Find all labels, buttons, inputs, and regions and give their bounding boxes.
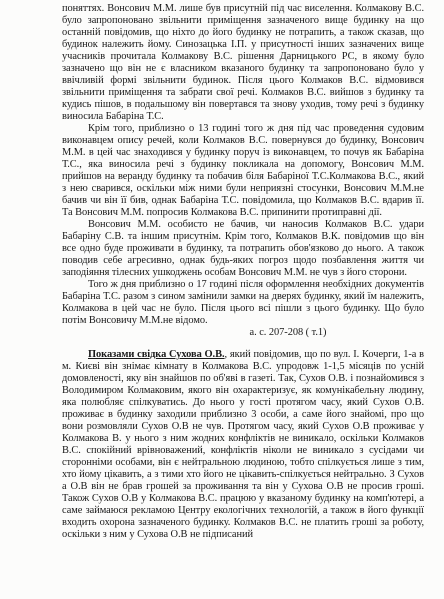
case-reference: а. с. 207-208 ( т.1) xyxy=(249,327,327,338)
paragraph-1: поняттях. Вонсович М.М. лише був присутній під час виселення. Колмакову В.С. було запропоновано звільнити приміщення зазначеного вище будинку на що останній повідомив, що ніхто до його будинку не потрапить, а також сказав, що будинок належить йому. Синозацька І.П. у присутності інших зазначених вище учасників прочитала Колмакову В.С. рішення Дарницького РС, в якому було зазначено що він не є власником вказаного будинку та запропоновано було у ввічливій формі звільнити будинок. Після цього Колмаков В.С. відмовився звільнити приміщення та забрати свої речі. Колмаков В.С. вийшов з будинку та кудись пішов, в подальшому він повертався та знову уходив, тому речі з будинку виносила Бабаріна Т.С. xyxy=(62,3,424,122)
testimony-heading: Показами свідка Сухова О.В. xyxy=(88,349,225,360)
document-body xyxy=(62,3,424,541)
testimony-paragraph xyxy=(62,349,424,541)
testimony-text: , який повідомив, що по вул. І. Кочерги, 1-а в м. Києві він знімає кімнату в Колмакова В.С. упродовж 1-1,5 місяців по усній домовленості, яку він знайшов по об'яві в газеті. Так, Сухов О.В. і познайомився з Володимиром Колмаковим, якого він охарактеризує, як комунікабельну людину, яка полюбляє спілкуватись. До нього у гості протягом часу, який Сухов О.В. проживає в будинку заходили приблизно 3 особи, а саме його знайомі, про що вони розмовляли Сухов О.В не чув. Протягом часу, який Сухов О.В проживає у Колмакова В. у нього з ним жодних конфліктів не виникало, оскільки Колмаков В.С. спокійний врівноважений, конфліктів ніколи не виникало з сусідами чи сторонніми особами, він є нейтральною людиною, тобто спілкується лише з тим, хто йому цікавить, а з тими хто його не цікавить-спілкується нейтрально. З Сухов а О.В він не брав грошей за проживання та він у Сухова О.В не просив гроші. Також Сухов О.В у Колмакова В.С. працюю у вказаному будинку на комп'ютері, а саме займаюся рекламою Центру екологічних технологій, а також в його функції входить охорона зазначеного будинку. Колмаков В.С. не платить гроші за роботу, оскільки з ним у Сухова О.В не підписаний xyxy=(62,349,425,540)
paragraph-3: Вонсович М.М. особисто не бачив, чи наносив Колмаков В.С. удари Бабаріну С.В. та іншим присутнім. Крім того, Колмаков В.К. повідомив що він все одно буде проживати в будинку, та потрапить обов'язково до нього. А також поводив себе агресивно, однак будь-яких погроз щодо позбавлення життя чи заподіяння тілесних ушкоджень особам Вонсович М.М. не чув з його сторони. xyxy=(62,219,424,278)
paragraph-2: Крім того, приблизно о 13 годині того ж дня під час проведення судовим виконавцем опису речей, коли Колмаков В.С. повернувся до будинку, Вонсович М.М. в цей час знаходився у будинку поруч із виконавцем, то почув як Бабаріна Т.С., яка виносила речі з будинку покликала на допомогу, Вонсович М.М. прийшов на веранду будинку та побачив біля Бабаріної Т.С.Колмакова В.С., який з нею сварився, оскільки між ними були неприязні стосунки, Вонсович М.М.не бачив чи він її бив, однак Бабаріна Т.С. повідомила, що Колмаков В.С. вдарив її. Та Вонсович М.М. попросив Колмакова В.С. припинити протиправні дії. xyxy=(62,123,424,218)
paragraph-4: Того ж дня приблизно о 17 годині після оформлення необхідних документів Бабаріна Т.С. разом з сином замінили замки на дверях будинку, який їм належить, Колмакова в цей час не було. Після цього всі пішли з цього будинку. Що було потім Вонсовичу М.М.не відомо. xyxy=(62,279,424,326)
